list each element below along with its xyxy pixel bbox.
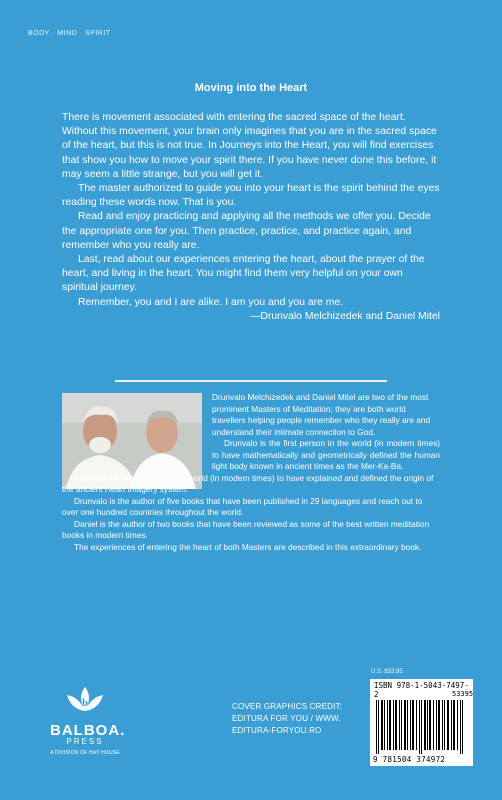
publisher-name: BALBOA. xyxy=(50,722,126,739)
credit-line: COVER GRAPHICS CREDIT: xyxy=(232,702,343,711)
bio-paragraph: Drunvalo Melchizedek and Daniel Mitel are two of the most prominent Masters of Meditation; they are both world travellers helping people remember who they really are and understand their intimate connection to God. xyxy=(212,392,431,437)
bio-paragraph: Drunvalo is the first person in the world (in modern times) to have mathematically and geometrically defined the human light body known in ancient times as the Mer-Ka-Ba. xyxy=(212,438,440,471)
svg-text:b: b xyxy=(81,697,89,709)
blurb-title: Moving into the Heart xyxy=(194,82,308,94)
blurb-text xyxy=(62,111,440,324)
blurb-paragraph: Remember, you and I are alike. I am you and you are me. xyxy=(78,296,344,308)
barcode xyxy=(370,679,473,766)
bio-paragraph: Daniel is the author of two books that have been reviewed as some of the best written meditation books in modern times. xyxy=(62,518,430,540)
author-bio xyxy=(62,392,440,553)
blurb-paragraph: The master authorized to guide you into your heart is the spirit behind the eyes reading these words now. That is you. xyxy=(62,183,440,209)
isbn-text: ISBN 978-1-5043-7497-2 xyxy=(374,681,469,699)
credit-line: EDITURA FOR YOU / WWW. xyxy=(232,713,341,723)
bio-paragraph: Daniel is the first person in the world (in modern times) to have explained and defined the origin of the ancient Heart Imagery system. xyxy=(62,472,434,494)
credit-line: EDITURA-FORYOU.RO xyxy=(232,725,322,735)
ean-text: 9 781504 374972 xyxy=(373,755,446,764)
blurb-paragraph: Read and enjoy practicing and applying all the methods we offer you. Decide the appropriate one for you. Then practice, practice, and practice again, and remember who you really are. xyxy=(62,211,431,251)
price-label: U.S. $33.95 xyxy=(371,669,403,675)
blurb-paragraph: There is movement associated with entering the sacred space of the heart. Without this movement, your brain only imagines that you are in the sacred space of the heart, but this is not true. In Journeys into the Heart, you will find exercises that show you how to move your spirit there. If you have never done this before, it may seem a little strange, but you will get it. xyxy=(62,112,437,180)
category-label: BODY · MIND · SPIRIT xyxy=(28,30,111,37)
publisher-sub: PRESS xyxy=(66,737,104,746)
blurb-signature: —Drunvalo Melchizedek and Daniel Mitel xyxy=(249,310,440,322)
cover-credit xyxy=(232,701,342,736)
barcode-bars xyxy=(374,692,469,754)
lotus-icon xyxy=(65,685,105,715)
divider-rule xyxy=(115,380,387,382)
blurb-paragraph: Last, read about our experiences entering the heart, about the prayer of the heart, and living in the heart. You might find them very helpful on your own spiritual journey. xyxy=(62,254,425,294)
publisher-division: A DIVISION OF HAY HOUSE xyxy=(50,750,120,756)
price-code: 53395 xyxy=(452,690,474,698)
publisher-logo xyxy=(50,685,126,756)
bio-paragraph: Drunvalo is the author of five books that have been published in 29 languages and reach out to over one hundred countries throughout the world. xyxy=(62,495,423,517)
bio-paragraph: The experiences of entering the heart of both Masters are described in this extraordinary book. xyxy=(74,541,422,552)
